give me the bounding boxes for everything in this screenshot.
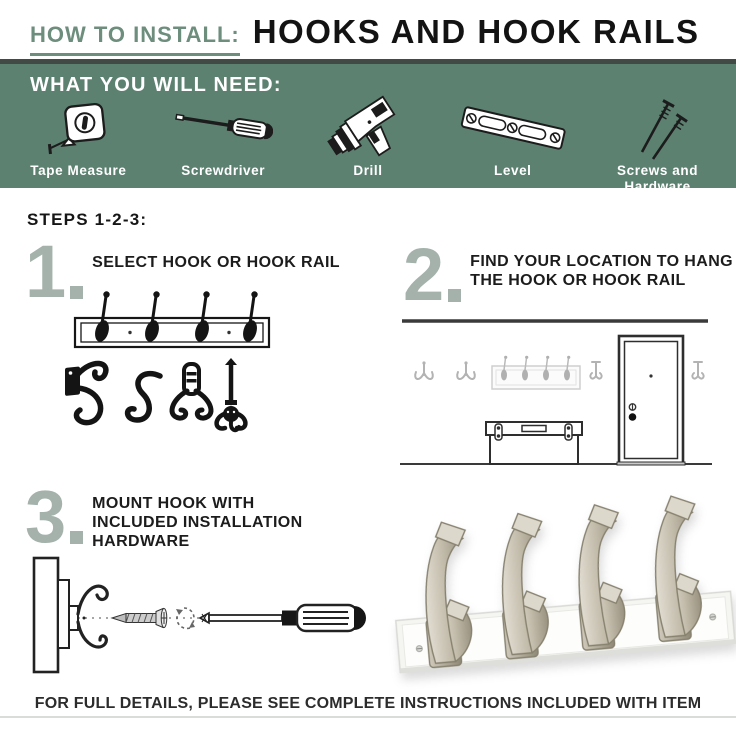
tape-measure-icon xyxy=(42,97,114,161)
drill-icon xyxy=(325,97,411,161)
materials-banner xyxy=(0,64,736,195)
header-eyebrow: HOW TO INSTALL: xyxy=(30,22,240,56)
step-3 xyxy=(25,475,342,558)
header xyxy=(30,13,716,56)
step-1-title: SELECT HOOK OR HOOK RAIL xyxy=(92,254,340,271)
tool-tape-measure xyxy=(6,97,151,195)
materials-heading: WHAT YOU WILL NEED: xyxy=(30,74,282,96)
step3-mounting-illustration xyxy=(26,556,376,678)
screwdriver-icon xyxy=(173,97,273,161)
tool-label: Screws and Hardware xyxy=(617,163,699,195)
steps-label: STEPS 1-2-3: xyxy=(27,210,148,229)
tool-label: Level xyxy=(494,163,532,178)
step-1-number: 1 xyxy=(25,244,83,300)
tools-row xyxy=(6,97,730,195)
page-title: HOOKS AND HOOK RAILS xyxy=(252,13,700,50)
product-photo xyxy=(388,496,736,690)
step1-hook-rail-illustration xyxy=(72,288,272,352)
tool-screws xyxy=(585,97,730,195)
step-3-title: MOUNT HOOK WITH INCLUDED INSTALLATION HARDWARE xyxy=(92,495,303,550)
footer-divider xyxy=(0,716,736,718)
step-2 xyxy=(403,233,736,316)
level-icon xyxy=(459,97,567,161)
step2-room-scene-illustration xyxy=(400,314,712,469)
tool-label: Screwdriver xyxy=(181,163,266,178)
step-2-number: 2 xyxy=(403,247,461,303)
hook-rail-product xyxy=(381,487,736,699)
tool-screwdriver xyxy=(151,97,296,195)
step-number-period xyxy=(448,289,461,302)
step1-hook-styles-illustration xyxy=(60,356,270,448)
tool-level xyxy=(440,97,585,195)
tool-drill xyxy=(296,97,441,195)
tool-label: Drill xyxy=(353,163,383,178)
step-number-period xyxy=(70,531,83,544)
footer-note: FOR FULL DETAILS, PLEASE SEE COMPLETE INSTRUCTIONS INCLUDED WITH ITEM xyxy=(34,695,702,712)
step-2-title: FIND YOUR LOCATION TO HANG THE HOOK OR HOOK RAIL xyxy=(470,253,734,289)
screws-icon xyxy=(628,97,688,161)
tool-label: Tape Measure xyxy=(30,163,127,178)
step-3-number: 3 xyxy=(25,489,83,545)
